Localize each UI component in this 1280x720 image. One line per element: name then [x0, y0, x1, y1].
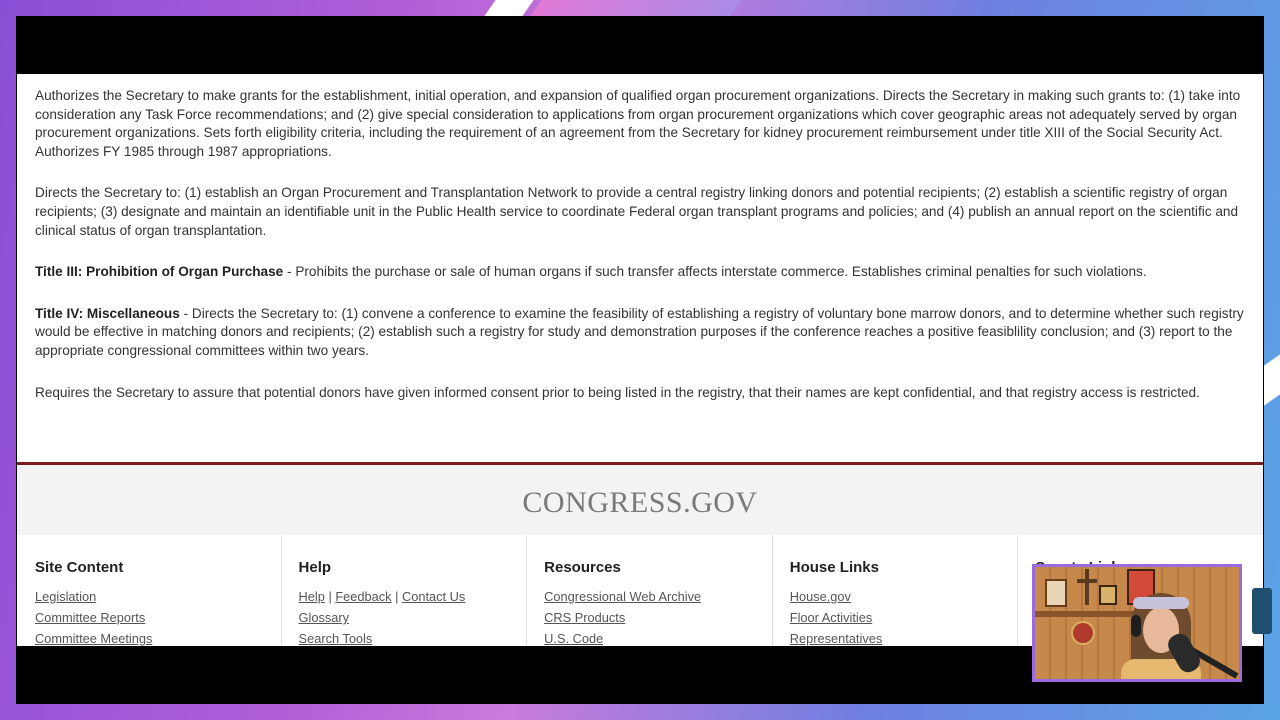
footer-col-resources [526, 535, 772, 646]
footer-link-search-tools[interactable]: Search Tools [298, 631, 373, 646]
footer-link-legislation[interactable]: Legislation [35, 589, 97, 604]
footer-col-house-links [772, 535, 1018, 646]
footer-heading: Site Content [35, 559, 124, 576]
footer-help-links [299, 589, 527, 604]
decor-stripe-pink [530, 0, 741, 16]
footer-col-help [281, 535, 527, 646]
feedback-side-tab[interactable] [1252, 588, 1272, 634]
footer-col-site-content [35, 535, 281, 646]
footer-link-glossary[interactable]: Glossary [298, 610, 350, 625]
summary-title-iv: Title IV: Miscellaneous - Directs the Secretary to: (1) convene a conference to examine the feasibility of establishing a registry of voluntary bone marrow donors, and to determine whether such registry would be effective in matching donors and recipients; (2) establish such a registry for study and demonstration purposes if the conference reaches a positive feasiblility conclusion; and (3) report to the appropriate congressional committees within two years. [35, 305, 1244, 358]
webcam-picture-frame [1099, 585, 1117, 605]
separator: | [328, 589, 332, 604]
decor-stripe-white [484, 0, 533, 16]
footer-link-house-gov[interactable]: House.gov [789, 589, 851, 604]
browser-page[interactable] [17, 74, 1263, 646]
congress-gov-logo[interactable]: CONGRESS.GOV [522, 486, 758, 519]
separator: | [395, 589, 399, 604]
footer-link-committee-reports[interactable]: Committee Reports [35, 610, 146, 625]
footer-link-us-code[interactable]: U.S. Code [544, 631, 604, 646]
decor-stripe-right [1264, 354, 1280, 405]
footer-heading: Resources [544, 559, 621, 576]
webcam-picture-frame [1045, 579, 1067, 607]
summary-paragraph-2: Directs the Secretary to: (1) establish an Organ Procurement and Transplantation Network to provide a central registry linking donors and potential recipients; (2) establish a scientific registry of organ recipients; (3) designate and maintain an identifiable unit in the Public Health service to coordinate Federal organ transplant programs and policies; and (4) publish an annual report on the scientific and clinical status of organ transplantation. [35, 185, 1239, 238]
webcam-headband [1133, 597, 1189, 609]
footer-link-web-archive[interactable]: Congressional Web Archive [544, 589, 702, 604]
summary-paragraph-1: Authorizes the Secretary to make grants for the establishment, initial operation, and expansion of qualified organ procurement organizations. Directs the Secretary in making such grants to: (1) take into consideration any Task Force recommendations; and (2) give special consideration to applications from organ procurement organizations which cover geographic areas not adequately served by organ procurement organizations. Sets forth eligibility criteria, including the requirement of an agreement from the Secretary for kidney procurement reimbursement under title XIII of the Social Security Act. Authorizes FY 1985 through 1987 appropriations. [35, 88, 1241, 159]
footer-heading: Help [298, 559, 332, 576]
webcam-headphone [1131, 615, 1141, 637]
webcam-decor-plate [1071, 621, 1095, 645]
summary-title-iii: Title III: Prohibition of Organ Purchase - Prohibits the purchase or sale of human organs if such transfer affects interstate commerce. Establishes criminal penalties for such violations. [35, 264, 1147, 280]
footer-link-contact-us[interactable]: Contact Us [401, 589, 466, 604]
webcam-crucifix [1077, 579, 1097, 583]
footer-link-feedback[interactable]: Feedback [335, 589, 392, 604]
footer-link-representatives[interactable]: Representatives [789, 631, 883, 646]
summary-paragraph-5: Requires the Secretary to assure that potential donors have given informed consent prior to being listed in the registry, that their names are kept confidential, and that registry access is restricted. [35, 384, 1200, 400]
footer-link-floor-activities[interactable]: Floor Activities [789, 610, 873, 625]
footer-link-help[interactable]: Help [298, 589, 325, 604]
footer-link-crs-products[interactable]: CRS Products [544, 610, 626, 625]
footer-link-committee-meetings[interactable]: Committee Meetings [35, 631, 153, 646]
footer-logo-band [17, 465, 1263, 535]
webcam-overlay [1032, 564, 1242, 682]
bill-summary [17, 74, 1263, 402]
webcam-crucifix [1085, 569, 1089, 605]
footer-heading: House Links [789, 559, 879, 576]
